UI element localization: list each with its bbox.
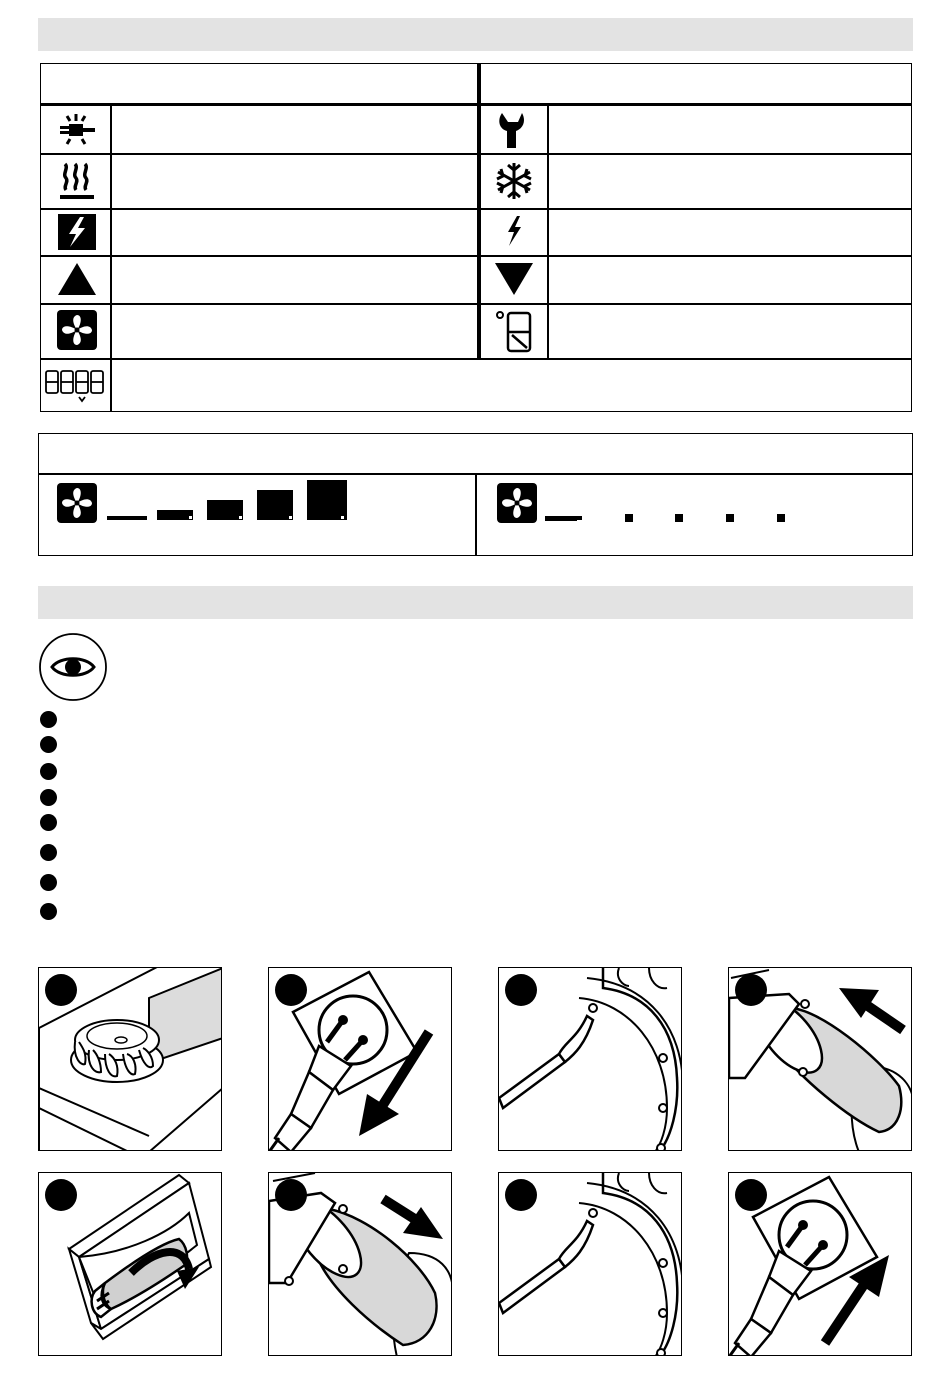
list-bullet	[40, 844, 57, 861]
step-illustration-screwdriver-tighten	[498, 1172, 682, 1356]
step-illustration-plug-in	[728, 1172, 912, 1356]
step-number-badge	[45, 974, 77, 1006]
four-digit-display-icon	[44, 368, 108, 404]
step-number-badge	[505, 974, 537, 1006]
list-bullet	[40, 711, 57, 728]
section-header-band	[38, 586, 913, 619]
fan-icon	[57, 483, 97, 523]
fan-icon	[497, 483, 537, 523]
step-illustration-reinstall-heating-element	[268, 1172, 452, 1356]
step-number-badge	[735, 1179, 767, 1211]
fan-icon	[57, 310, 97, 350]
section-header-band	[38, 18, 913, 51]
heat-waves-icon	[56, 160, 98, 202]
list-bullet	[40, 874, 57, 891]
ascending-bar-indicator	[105, 480, 355, 522]
list-bullet	[40, 789, 57, 806]
step-illustration-insert-new-element	[38, 1172, 222, 1356]
plug-light-icon	[56, 112, 98, 148]
step-number-badge	[275, 974, 307, 1006]
list-bullet	[40, 814, 57, 831]
step-number-badge	[275, 1179, 307, 1211]
lightning-box-icon	[57, 213, 97, 251]
degree-display-icon	[493, 309, 535, 353]
step-number-badge	[505, 1179, 537, 1211]
step-number-badge	[45, 1179, 77, 1211]
step-illustration-unplug	[268, 967, 452, 1151]
wrench-icon	[495, 110, 533, 150]
step-illustration-remove-heating-element	[728, 967, 912, 1151]
lightning-icon	[503, 215, 525, 247]
step-illustration-screwdriver-loosen	[498, 967, 682, 1151]
dot-indicator	[543, 505, 793, 525]
triangle-up-icon	[56, 261, 98, 297]
step-illustration-control-knob	[38, 967, 222, 1151]
list-bullet	[40, 736, 57, 753]
eye-icon	[38, 632, 108, 702]
snowflake-icon	[493, 160, 535, 202]
triangle-down-icon	[493, 261, 535, 297]
list-bullet	[40, 903, 57, 920]
step-number-badge	[735, 974, 767, 1006]
list-bullet	[40, 763, 57, 780]
